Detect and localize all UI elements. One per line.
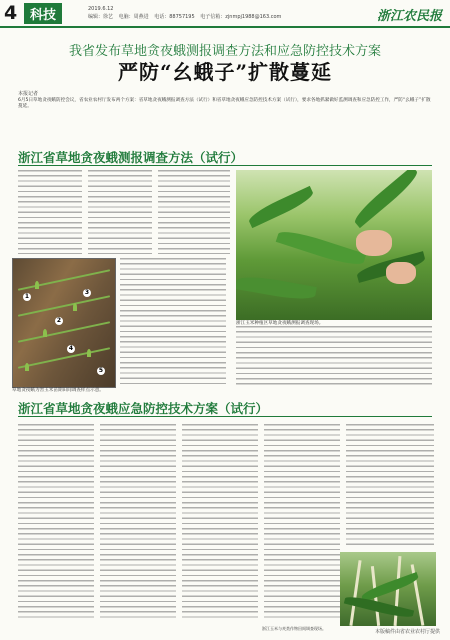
email-address: 电子信箱：zjnmpj1988@163.com — [200, 14, 282, 20]
section1-heading — [18, 147, 432, 166]
issue-date: 2019.6.12 — [88, 6, 114, 12]
sample-point-marker: 4 — [68, 345, 74, 352]
section2-heading — [18, 398, 432, 417]
wheat-photo-caption: 浙江玉米与麦类作物田间调查现场。 — [262, 626, 326, 631]
designer-credit: 电脑：周燕进 — [118, 14, 149, 20]
page-number: 4 — [4, 2, 18, 24]
section1-column-1-text — [18, 170, 82, 254]
section2-column-4-text — [264, 424, 340, 620]
sample-point-marker: 5 — [98, 367, 104, 374]
section1-column-2-text — [88, 170, 152, 254]
masthead — [0, 0, 450, 28]
section-label: 科技 — [24, 3, 62, 24]
sample-point-marker: 3 — [84, 289, 90, 296]
section1-column-3-text — [158, 170, 230, 254]
phone-number: 电话：88757195 — [154, 14, 195, 20]
seedling-field-photo — [12, 258, 116, 388]
article-lead: 6月5日草地贪夜蛾防控会议，省农业农村厅发布两个方案：省草地贪夜蛾测报调查方法（试行）和省草地贪夜蛾应急防控技术方案（试行），要求各地抓紧做好监测调查和应急防控工作，严防“幺蛾子”扩散蔓延。 — [18, 98, 431, 110]
section1-column-5-text — [236, 326, 432, 386]
newspaper-logo: 浙江农民报 — [376, 9, 442, 24]
inspector-hand — [386, 262, 416, 284]
section2-column-3-text — [182, 424, 258, 620]
editor-credit: 编辑：徐艺 — [88, 14, 114, 20]
sample-point-marker: 2 — [56, 317, 62, 324]
section1-title: 浙江省草地贪夜蛾测报调查方法（试行） — [18, 150, 244, 165]
seedling-photo-caption: 草地贪夜蛾为害玉米苗期田间调查样点示意。 — [12, 388, 104, 393]
page-footer: 本版稿件由省农业农村厅提供 — [374, 629, 440, 635]
inspector-hand — [356, 230, 392, 256]
corn-field-photo — [236, 170, 432, 320]
section2-column-2-text — [100, 424, 176, 620]
section2-title: 浙江省草地贪夜蛾应急防控技术方案（试行） — [18, 401, 269, 416]
field-photo-caption: 浙江玉米种植区草地贪夜蛾测报调查现场。 — [236, 321, 324, 326]
section2-column-5-text — [346, 424, 434, 548]
article-kicker: 我省发布草地贪夜蛾测报调查方法和应急防控技术方案 — [68, 44, 381, 59]
article-headline: 严防“幺蛾子”扩散蔓延 — [117, 60, 332, 84]
masthead-meta — [88, 5, 285, 21]
reporter-byline: 本报记者 — [18, 91, 39, 97]
wheat-field-photo — [340, 552, 436, 626]
section2-column-1-text — [18, 424, 94, 620]
sample-point-marker: 1 — [24, 293, 30, 300]
section1-column-4-text — [120, 258, 226, 386]
